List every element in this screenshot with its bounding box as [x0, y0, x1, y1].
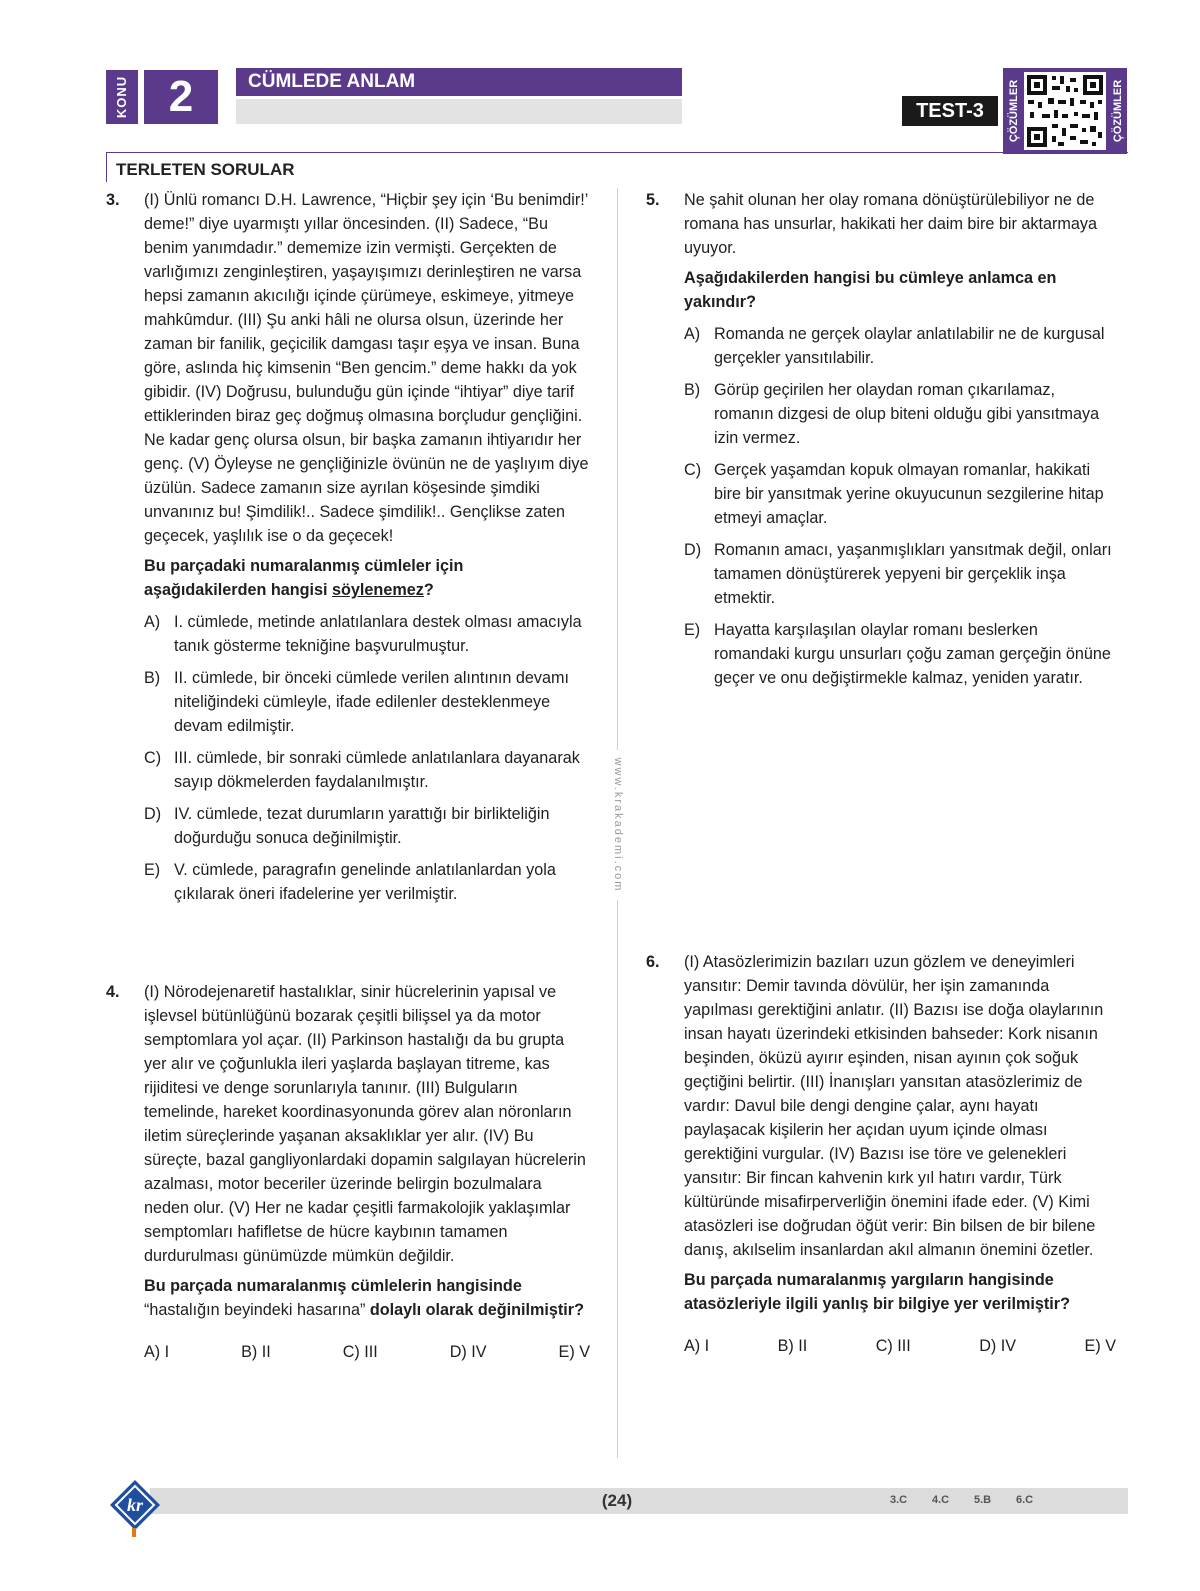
question-stem: Bu parçadaki numaralanmış cümleler için aşağıdakilerden hangisi söylenemez?: [144, 557, 464, 599]
test-label: TEST-3: [902, 96, 998, 126]
answer-key-item: 4.C: [932, 1494, 950, 1506]
question-passage: (I) Ünlü romancı D.H. Lawrence, “Hiçbir şey için ‘Bu benimdir!’ deme!” diye uyarmıştı yıllar öncesinden. (II) Sadece, “Bu benim yanımdadır.” dememize izin vermişti. Gerçekten de varlığımızı zenginleştiren, yaşayışımızı derinleştiren ne varsa hepsi zamanın akıcılığı içinde çürümeye, eskimeye, yitmeye mahkûmdur. (III) Şu anki hâli ne olursa olsun, üzerinde her zaman bir fanilik, geçicilik damgası taşır eşya ve insan. Buna göre, aslında hiç kimsenin “Ben gencim.” deme hakkı da yok gibidir. (IV) Doğrusu, bulunduğu gün içinde “ihtiyar” diye tarif ettiklerinden biraz geç doğmuş olmasına borçludur gençliğini. Ne kadar genç olursa olsun, bir başka zamanın ihtiyarıdır her genç. (V) Öyleyse ne gençliğinizle övünün ne de yaşlıyım diye üzülün. Sadece zamanın size ayrılan köşesinde şimdiki unvanınız bu! Şimdilik!.. Sadece şimdilik!.. Gençlikse zaten geçecek, yaşlılık ise o da geçecek!: [144, 191, 589, 545]
option-d[interactable]: D) IV: [979, 1337, 1017, 1355]
question-passage: Ne şahit olunan her olay romana dönüştürülebiliyor ne de romana has unsurlar, hakikati her daim bire bir aktarmaya uyuyor.: [684, 191, 1097, 257]
watermark-text: www.krakademi.com: [612, 757, 624, 893]
answer-key-item: 5.B: [974, 1494, 992, 1506]
question-6: [646, 950, 1116, 1358]
option-b[interactable]: B) II: [241, 1343, 271, 1361]
question-number: 6.: [646, 953, 660, 971]
question-4: [106, 980, 590, 1364]
option-a[interactable]: A) Romanda ne gerçek olaylar anlatılabilir ne de kurgusal gerçekler yansıtılabilir.: [684, 325, 1105, 367]
option-e[interactable]: E) V: [1084, 1337, 1116, 1355]
option-a[interactable]: A) I. cümlede, metinde anlatılanlara destek olması amacıyla tanık gösterme tekniğine başvurulmuştur.: [144, 613, 582, 655]
question-stem: Bu parçada numaralanmış cümlelerin hangisinde “hastalığın beyindeki hasarına” dolaylı olarak değinilmiştir?: [144, 1277, 584, 1319]
question-number: 5.: [646, 191, 660, 209]
logo-text: kr: [126, 1495, 144, 1515]
title-underbar: [236, 99, 682, 124]
option-c[interactable]: C) Gerçek yaşamdan kopuk olmayan romanlar, hakikati bire bir yansıtmak yerine okuyucunun sezgilerine hitap etmeyi amaçlar.: [684, 461, 1104, 527]
qr-code-icon[interactable]: [1024, 72, 1106, 150]
section-title: TERLETEN SORULAR: [116, 160, 295, 179]
option-d[interactable]: D) IV: [449, 1343, 487, 1361]
question-stem: Aşağıdakilerden hangisi bu cümleye anlamca en yakındır?: [684, 269, 1057, 311]
option-b[interactable]: B) II. cümlede, bir önceki cümlede verilen alıntının devamı niteliğindeki cümleyle, ifade edilenler desteklenmeye devam edilmiştir.: [144, 669, 569, 735]
qr-side-label-left: ÇÖZÜMLER: [1008, 79, 1020, 143]
header-rule: [106, 152, 1128, 153]
header-rule-left: [106, 152, 107, 182]
konu-number: 2: [144, 70, 218, 124]
question-passage: (I) Nörodejenaretif hastalıklar, sinir hücrelerinin yapısal ve işlevsel bütünlüğünü bozarak çeşitli bilişsel ya da motor semptomlara yol açar. (II) Parkinson hastalığı da bu grupta yer alır ve çoğunlukla ileri yaşlarda başlayan titreme, kas rijiditesi ve denge sorunlarıyla tanınır. (III) Bulguların temelinde, hareket koordinasyonunda görev alan nöronların iletim süreçlerinde yaşanan aksaklıklar yer alır. (IV) Bu süreçte, bazal gangliyonlardaki dopamin salgılayan hücrelerin azalması, motor beceriler üzerinde belirgin bozulmalara neden olur. (V) Her ne kadar çeşitli farmakolojik yaklaşımlar semptomları hafifletse de hücre kaybının tamamen durdurulması günümüzde mümkün değildir.: [144, 983, 586, 1265]
options-row: [144, 1340, 590, 1364]
publisher-logo: [108, 1478, 162, 1532]
page-number: (24): [601, 1491, 633, 1510]
question-5: [646, 188, 1116, 690]
negation-underline: söylenemez: [332, 581, 424, 599]
question-number: 3.: [106, 191, 120, 209]
answer-key-item: 3.C: [890, 1494, 908, 1506]
option-c[interactable]: C) III: [342, 1343, 378, 1361]
option-b[interactable]: B) Görüp geçirilen her olaydan roman çıkarılamaz, romanın dizgesi de olup biteni olduğu gibi yansıtmaya izin vermez.: [684, 381, 1100, 447]
option-a[interactable]: A) I: [144, 1343, 170, 1361]
question-passage: (I) Atasözlerimizin bazıları uzun gözlem ve deneyimleri yansıtır: Demir tavında dövülür, her işin zamanında yapılması gerektiğini anlatır. (II) Bazısı ise doğa olaylarının insan hayatı üzerindeki etkisinden bahseder: Kork nisanın beşinden, öküzü ayırır eşinden, nisan ayının çok soğuk geçtiğini belirtir. (III) İnanışları yansıtan atasözlerimiz de vardır: Davul bile dengi dengine çalar, aynı hayatı paylaşacak kişilerin her açıdan uyum içinde olması gerektiğini vurgular. (IV) Bazısı ise töre ve gelenekleri yansıtır: Bir fincan kahvenin kırk yıl hatırı vardır, Türk kültüründe misafirperverliğin önemini ifade eder. (V) Kimi atasözleri ise doğrudan öğüt verir: Bin bilsen de bir bilene danış, akılselim insanlardan akıl almanın önemini özetler.: [684, 953, 1104, 1259]
question-3: [106, 188, 590, 906]
option-d[interactable]: D) Romanın amacı, yaşanmışlıkları yansıtmak değil, onları tamamen dönüştürerek yepyeni bir gerçeklik inşa etmektir.: [684, 541, 1112, 607]
option-d[interactable]: D) IV. cümlede, tezat durumların yarattığı bir birlikteliğin doğurduğu sonuca değinilmiştir.: [144, 805, 550, 847]
konu-label-box: [106, 70, 138, 124]
qr-solutions-panel[interactable]: [1003, 68, 1127, 154]
option-a[interactable]: A) I: [684, 1337, 710, 1355]
option-c[interactable]: C) III. cümlede, bir sonraki cümlede anlatılanlara dayanarak sayıp dökmelerden faydalanılmıştır.: [144, 749, 580, 791]
question-stem: Bu parçada numaralanmış yargıların hangisinde atasözleriyle ilgili yanlış bir bilgiye yer verilmiştir?: [684, 1271, 1070, 1313]
watermark: [611, 750, 625, 900]
option-e[interactable]: E) V. cümlede, paragrafın genelinde anlatılanlardan yola çıkılarak öneri ifadelerine yer verilmiştir.: [144, 861, 556, 903]
option-e[interactable]: E) V: [558, 1343, 590, 1361]
konu-label: KONU: [114, 75, 129, 119]
option-e[interactable]: E) Hayatta karşılaşılan olaylar romanı beslerken romandaki kurgu unsurları çoğu zaman gerçeğin önüne geçer ve onu değiştirmekle kalmaz, yeniden yaratır.: [684, 621, 1111, 687]
answer-key-item: 6.C: [1016, 1494, 1034, 1506]
option-b[interactable]: B) II: [777, 1337, 808, 1355]
option-c[interactable]: C) III: [875, 1337, 911, 1355]
options-row: [684, 1334, 1116, 1358]
qr-side-label-right: ÇÖZÜMLER: [1112, 79, 1124, 143]
page-title: CÜMLEDE ANLAM: [236, 68, 682, 96]
question-number: 4.: [106, 983, 120, 1001]
